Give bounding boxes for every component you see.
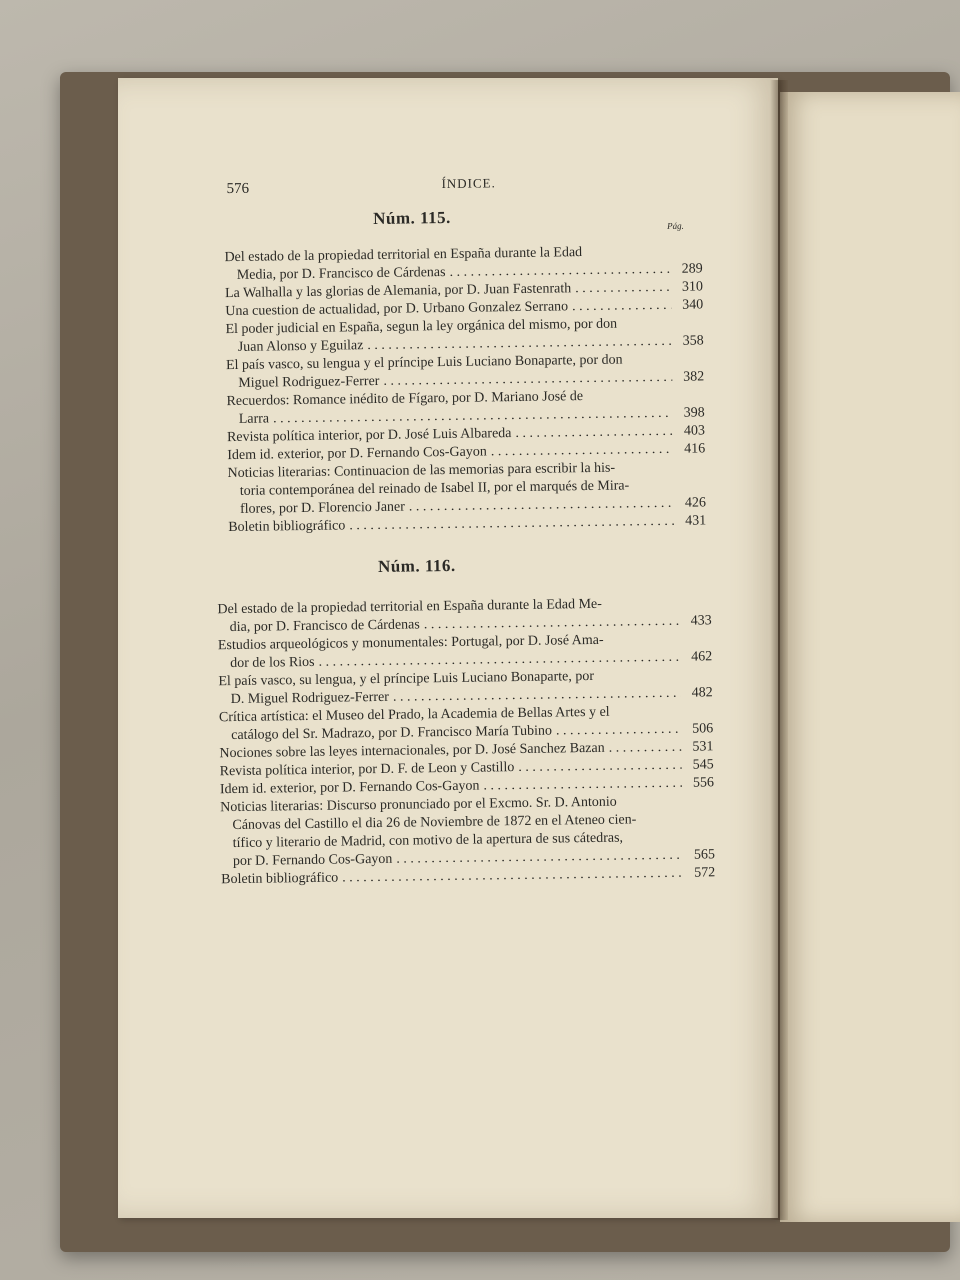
toc-page-number: 289	[681, 261, 703, 277]
toc-page-number: 556	[692, 775, 715, 791]
toc-entry-line: El país vasco, su lengua y el príncipe Luis Luciano Bonaparte, por don	[225, 352, 623, 374]
toc-entry-line: El país vasco, su lengua, y el príncipe Luis Luciano Bonaparte, por	[218, 668, 595, 690]
running-head: ÍNDICE.	[441, 175, 496, 192]
toc-entry	[225, 314, 703, 357]
toc-entry-line: Revista política interior, por D. F. de Leon y Castillo	[219, 760, 515, 780]
dot-leader	[575, 279, 671, 298]
section-title-116: Núm. 116.	[377, 555, 456, 576]
toc-entry	[217, 594, 711, 637]
toc-entry-line: toria contemporánea del reinado de Isabel II, por el marqués de Mira-	[239, 478, 630, 499]
toc-entry-line: Recuerdos: Romance inédito de Fígaro, por D. Mariano José de	[226, 389, 584, 410]
toc-entry-line: dia, por D. Francisco de Cárdenas	[229, 617, 420, 636]
toc-page-number: 506	[692, 721, 714, 737]
toc-entry-line: Boletin bibliográfico	[221, 870, 339, 888]
toc-entry-line: Idem id. exterior, por D. Fernando Cos-Gayon	[219, 778, 480, 798]
toc-page-number: 398	[683, 405, 705, 421]
dot-leader	[518, 757, 682, 777]
toc-entry-line: Del estado de la propiedad territorial en España durante la Edad	[224, 245, 583, 266]
dot-leader	[491, 441, 674, 462]
toc-entry-line: Nociones sobre las leyes internacionales, por D. José Sanchez Bazan	[219, 740, 605, 762]
toc-page-number: 572	[694, 865, 716, 881]
toc-entry-line: Crítica artística: el Museo del Prado, la Academia de Bellas Artes y el	[218, 704, 610, 726]
left-page	[118, 78, 778, 1218]
toc-page-number: 462	[691, 649, 713, 665]
toc-entry	[218, 666, 712, 709]
toc-entry-line: Larra	[238, 411, 270, 427]
toc-entry-line: El poder judicial en España, segun la ley orgánica del mismo, por don	[225, 316, 618, 338]
toc-page-number: 482	[691, 685, 713, 701]
toc-entry-line: tífico y literario de Madrid, con motivo de la apertura de sus cátedras,	[232, 830, 624, 852]
toc-page-number: 403	[683, 423, 706, 439]
toc-page-number: 565	[693, 847, 716, 863]
toc-entry-line: dor de los Rios	[230, 654, 315, 672]
toc-page-number: 416	[684, 441, 706, 457]
dot-leader	[572, 297, 671, 316]
toc-page-number: 426	[684, 495, 707, 511]
right-page	[780, 92, 960, 1222]
dot-leader	[483, 775, 682, 796]
toc-entry-line: Noticias literarias: Discurso pronunciado por el Excmo. Sr. D. Antonio	[220, 794, 617, 816]
toc-entry-line: Revista política interior, por D. José Luis Albareda	[226, 426, 512, 446]
toc-entry-line: La Walhalla y las glorias de Alemania, por D. Juan Fastenrath	[224, 281, 572, 302]
toc-entry-line: Juan Alonso y Eguilaz	[237, 338, 364, 355]
toc-entry-line: catálogo del Sr. Madrazo, por D. Francisco María Tubino	[231, 723, 553, 744]
toc-entry-line: Del estado de la propiedad territorial en España durante la Edad Me-	[217, 596, 602, 618]
dot-leader	[556, 721, 681, 741]
toc-entry-line: Estudios arqueológicos y monumentales: Portugal, por D. José Ama-	[217, 632, 604, 654]
dot-leader	[342, 865, 683, 888]
spine-shadow	[770, 80, 788, 1220]
toc-page-number: 433	[690, 613, 712, 629]
toc-entry-line: por D. Fernando Cos-Gayon	[232, 851, 393, 870]
toc-entry-line: Boletin bibliográfico	[228, 518, 346, 536]
section-title-115: Núm. 115.	[373, 207, 451, 229]
toc-entry-line: Miguel Rodriguez-Ferrer	[238, 373, 380, 391]
dot-leader	[349, 513, 674, 536]
toc-list-116	[217, 594, 715, 889]
dot-leader	[609, 739, 682, 758]
toc-entry-line: Cánovas del Castillo el dia 26 de Noviembre de 1872 en el Ateneo cien-	[232, 812, 637, 834]
toc-entry-line: Idem id. exterior, por D. Fernando Cos-Gayon	[227, 444, 487, 464]
toc-page-number: 358	[682, 333, 704, 349]
page-number: 576	[226, 180, 250, 198]
toc-entry-line: Una cuestion de actualidad, por D. Urbano Gonzalez Serrano	[225, 299, 569, 320]
toc-entry-line: Media, por D. Francisco de Cárdenas	[236, 264, 446, 283]
page-content	[110, 73, 786, 1222]
toc-entry	[218, 630, 712, 673]
pag-label: Pág.	[667, 220, 684, 231]
toc-page-number: 382	[683, 369, 705, 385]
toc-page-number: 531	[692, 739, 714, 755]
toc-entry-line: D. Miguel Rodriguez-Ferrer	[230, 689, 390, 708]
toc-page-number: 431	[685, 513, 707, 529]
toc-page-number: 545	[692, 757, 714, 773]
toc-entry-line: Noticias literarias: Continuacion de las memorias para escribir la his-	[227, 460, 616, 482]
toc-page-number: 340	[682, 297, 704, 313]
toc-entry	[227, 458, 706, 519]
toc-entry	[226, 350, 704, 393]
toc-list-115	[224, 242, 706, 537]
toc-entry	[220, 792, 715, 871]
toc-entry-line: flores, por D. Florencio Janer	[239, 499, 405, 517]
toc-page-number: 310	[681, 279, 704, 295]
dot-leader	[424, 613, 680, 635]
dot-leader	[515, 423, 673, 443]
